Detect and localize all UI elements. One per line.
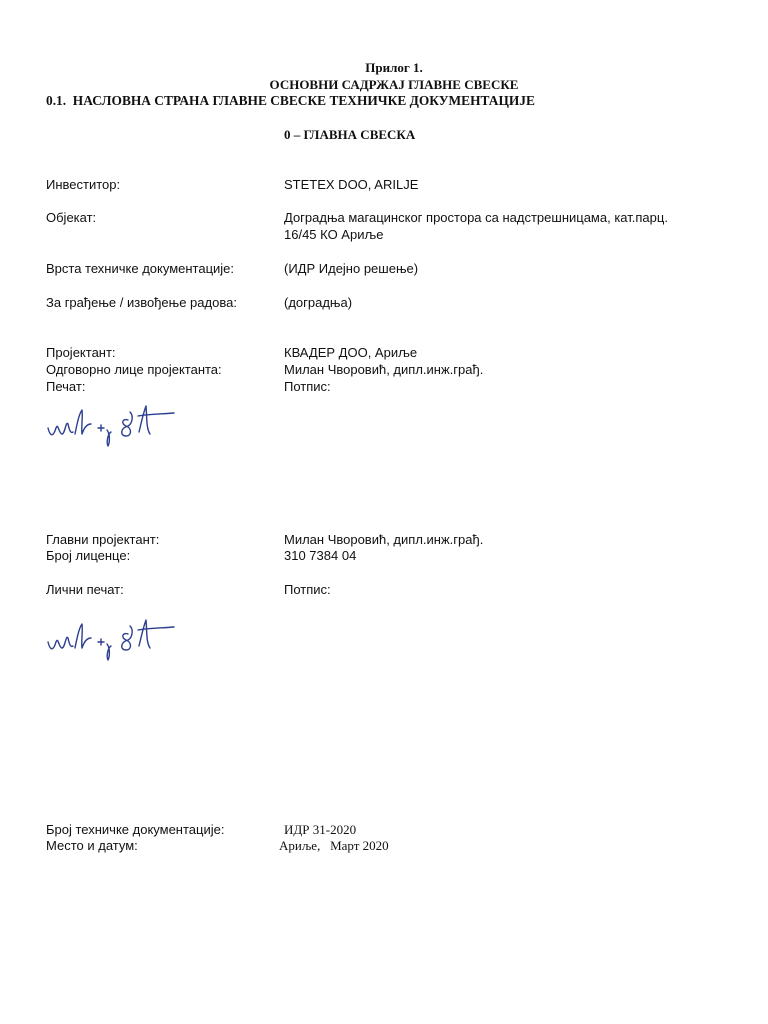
- handwritten-signature-2: [44, 612, 184, 662]
- chief-designer-value: Милан Чворовић, дипл.инж.грађ.: [284, 532, 484, 547]
- section-heading: [46, 93, 535, 109]
- place-value: Ариље,: [279, 838, 321, 853]
- section-number: 0.1.: [46, 93, 67, 108]
- annex-label: Прилог 1.: [365, 60, 423, 75]
- designer-value: КВАДЕР ДОО, Ариље: [284, 345, 418, 360]
- works-label: За грађење / извођење радова:: [46, 295, 237, 310]
- handwritten-signature: [44, 398, 184, 448]
- signature-label: Потпис:: [284, 379, 331, 394]
- chief-designer-label: Главни пројектант:: [46, 532, 160, 547]
- stamp-label: Печат:: [46, 379, 86, 394]
- date-value: Март 2020: [330, 838, 389, 853]
- signature-label-2: Потпис:: [284, 582, 331, 597]
- volume-title: 0 – ГЛАВНА СВЕСКА: [284, 127, 416, 142]
- object-value-line1: Доградња магацинског простора са надстрешницама, кат.парц.: [284, 210, 668, 225]
- designer-label: Пројектант:: [46, 345, 116, 360]
- document-title: ОСНОВНИ САДРЖАЈ ГЛАВНЕ СВЕСКЕ: [269, 77, 519, 92]
- works-value: (доградња): [284, 295, 353, 310]
- investor-label: Инвеститор:: [46, 177, 121, 192]
- doc-type-label: Врста техничке документације:: [46, 261, 235, 276]
- place-date-label: Место и датум:: [46, 838, 138, 853]
- license-label: Број лиценце:: [46, 548, 131, 563]
- place-date-value: [279, 838, 389, 854]
- section-title: НАСЛОВНА СТРАНА ГЛАВНЕ СВЕСКЕ ТЕХНИЧКЕ ДОКУМЕНТАЦИЈЕ: [72, 93, 535, 108]
- responsible-value: Милан Чворовић, дипл.инж.грађ.: [284, 362, 484, 377]
- doc-type-value: (ИДР Идејно решење): [284, 261, 419, 276]
- investor-value: STETEX DOO, ARILJE: [284, 177, 419, 192]
- doc-number-label: Број техничке документације:: [46, 822, 225, 837]
- personal-stamp-label: Лични печат:: [46, 582, 124, 597]
- responsible-label: Одговорно лице пројектанта:: [46, 362, 222, 377]
- object-label: Објекат:: [46, 210, 97, 225]
- object-value-line2: 16/45 КО Ариље: [284, 227, 384, 242]
- doc-number-value: ИДР 31-2020: [284, 822, 357, 837]
- license-value: 310 7384 04: [284, 548, 357, 563]
